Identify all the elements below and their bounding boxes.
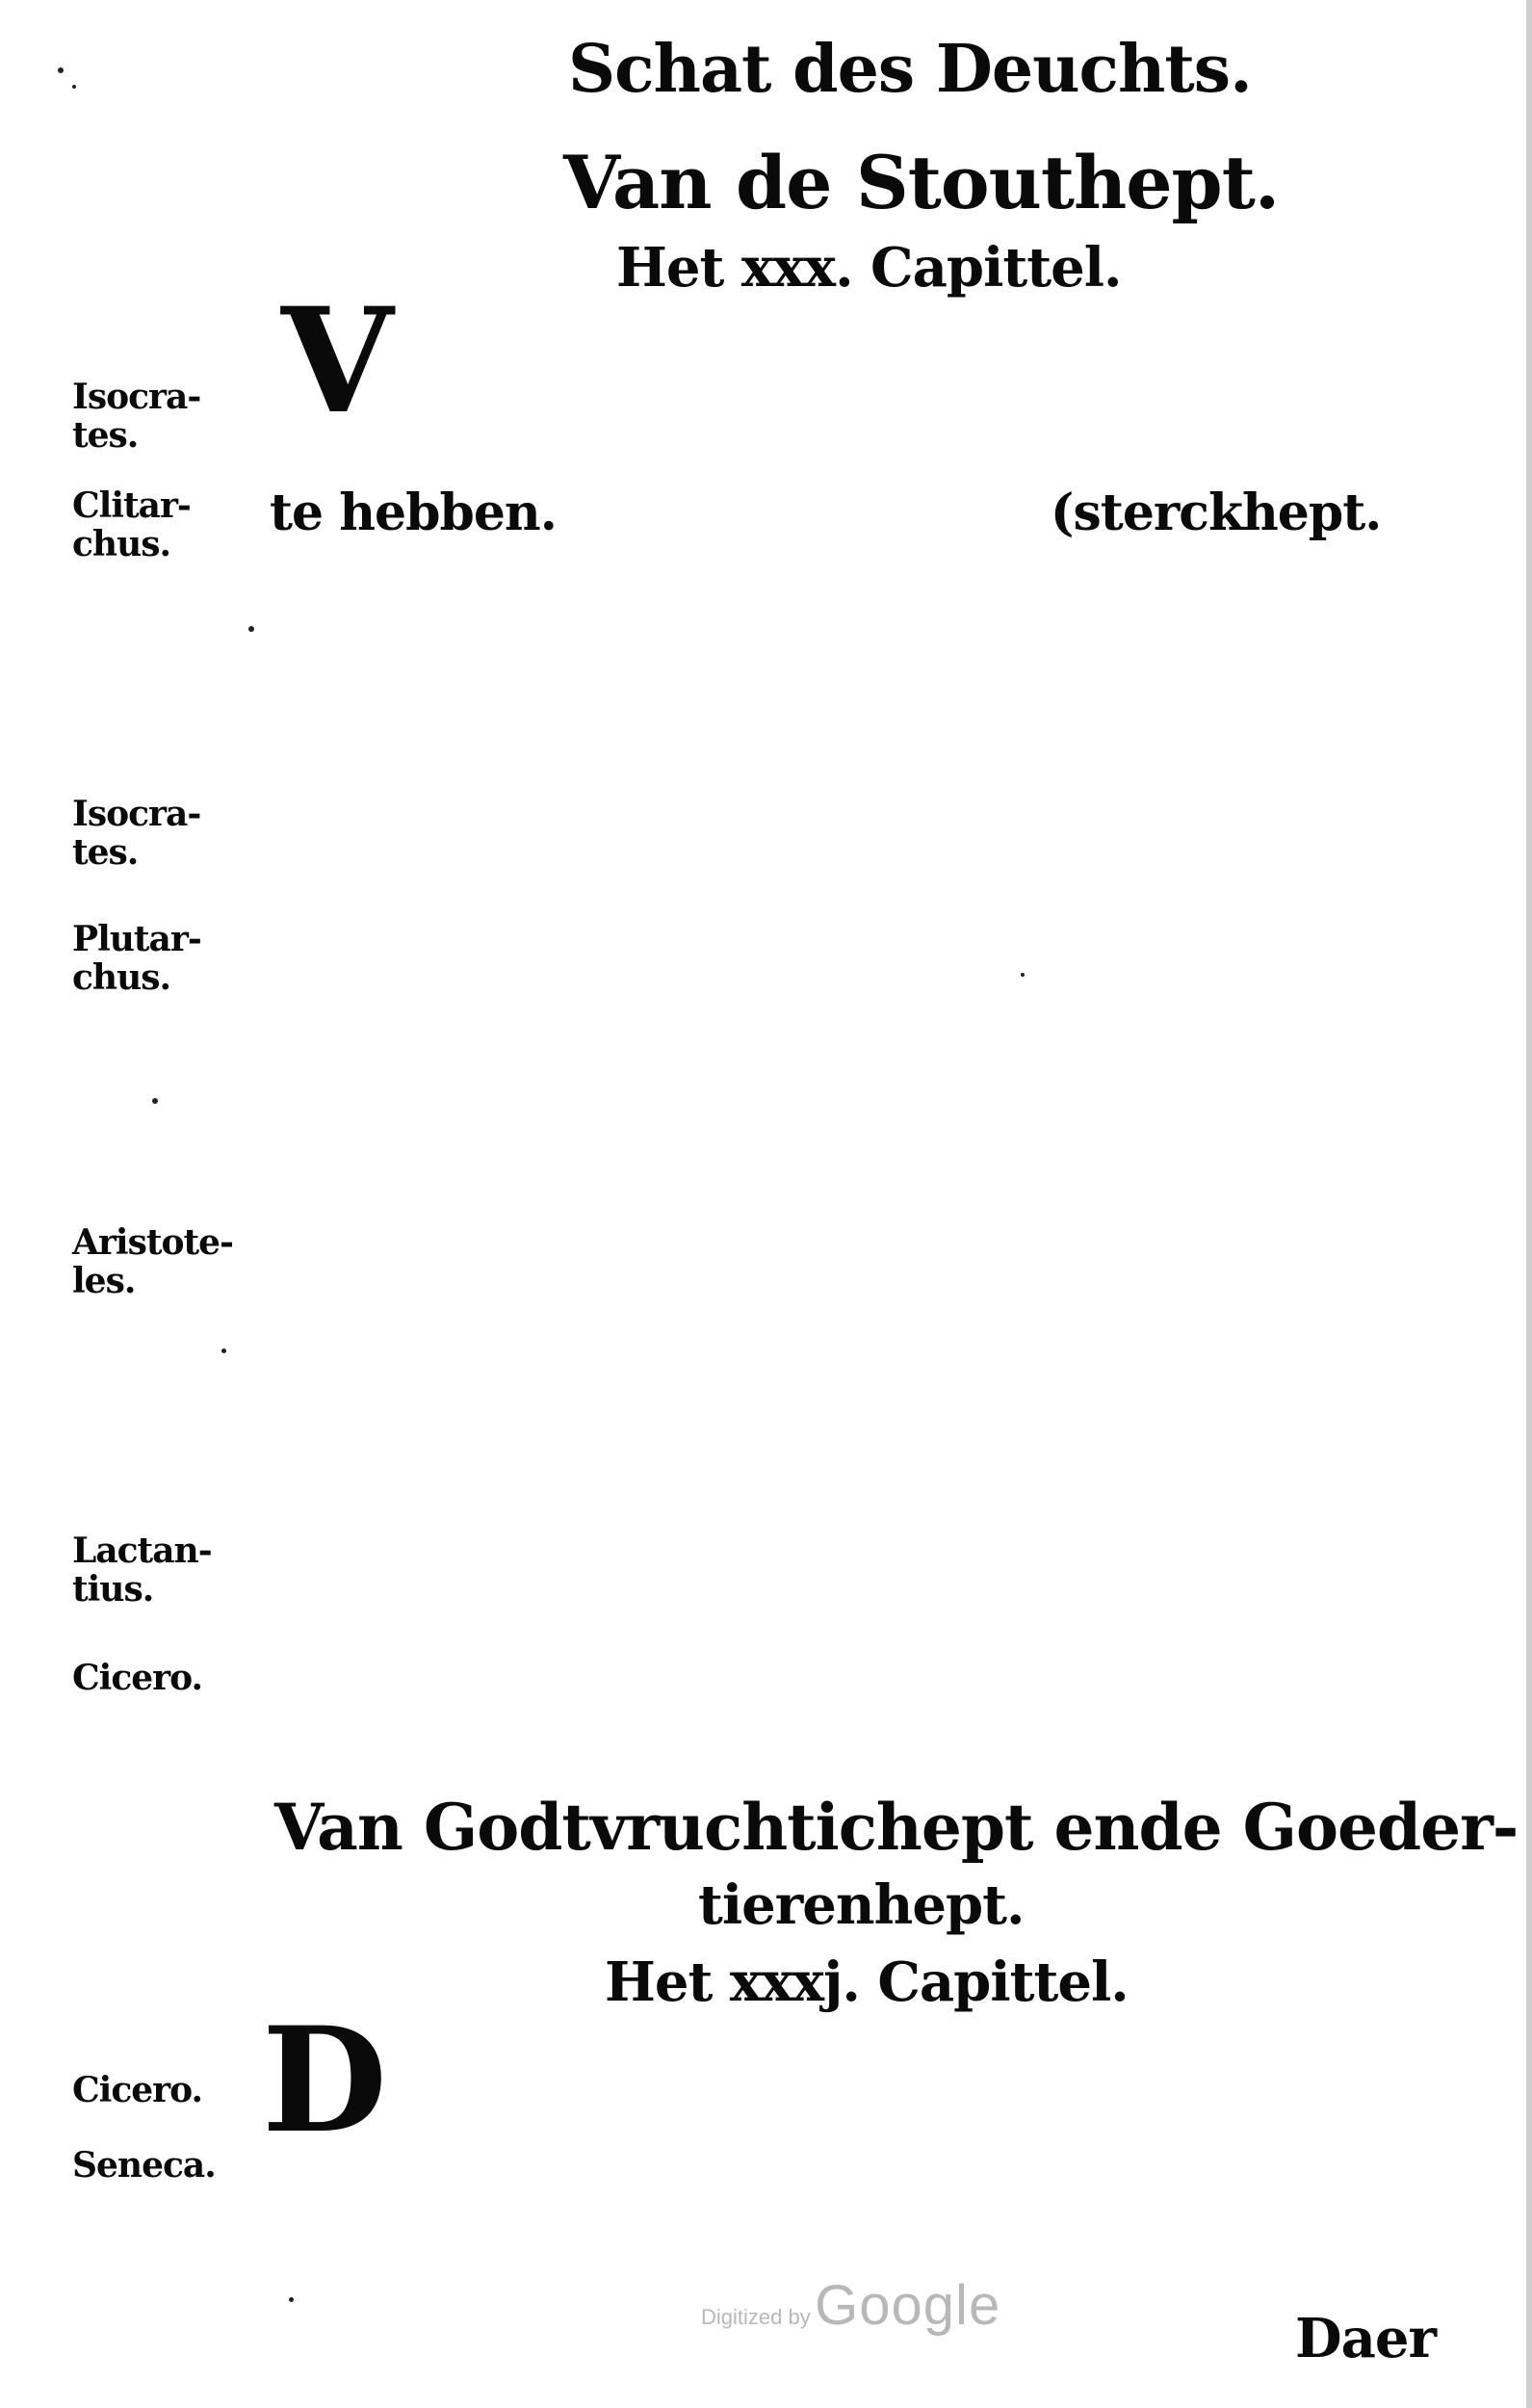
scan-speck [289, 2297, 294, 2302]
margin-note: Aristote- [72, 1222, 233, 1263]
margin-note: Clitar- [72, 485, 191, 526]
section-title: Van Godtvruchtichept ende Goeder- [274, 1790, 1519, 1865]
scan-speck [58, 67, 64, 73]
margin-note: tes. [72, 832, 139, 873]
margin-note: Isocra- [72, 377, 201, 417]
text-line [270, 424, 1449, 603]
scan-speck [152, 1098, 158, 1104]
page-edge-shadow [1526, 0, 1532, 2408]
chapter-heading: Het xxx. Capittel. [616, 236, 1122, 300]
watermark-brand: Google [815, 2274, 1001, 2337]
margin-note: Cicero. [72, 1658, 203, 1698]
scan-speck [1021, 973, 1025, 977]
margin-note: les. [72, 1261, 136, 1301]
section-title-continuation: tierenhept. [698, 1873, 1025, 1937]
margin-note: Isocra- [72, 794, 201, 834]
digitization-watermark [701, 2273, 1000, 2338]
margin-note: chus. [72, 524, 171, 564]
drop-cap: V [281, 276, 393, 446]
margin-note: chus. [72, 957, 171, 998]
section-title: Van de Stouthept. [563, 140, 1280, 225]
scan-speck [72, 85, 76, 89]
watermark-prefix: Digitized by [701, 2305, 811, 2329]
chapter-heading: Het xxxj. Capittel. [605, 1950, 1129, 2014]
catchword: Daer [1295, 2307, 1436, 2370]
drop-cap: D [262, 1996, 387, 2165]
margin-note: Cicero. [72, 2070, 203, 2110]
margin-note: tius. [72, 1569, 154, 1610]
margin-note: Seneca. [72, 2145, 216, 2186]
scan-speck [248, 626, 254, 632]
margin-note: Plutar- [72, 919, 201, 959]
line-text: te hebben. (sterckhept. [270, 484, 1382, 542]
margin-note: tes. [72, 415, 139, 456]
margin-note: Lactan- [72, 1531, 212, 1571]
running-head: Schat des Deuchts. [568, 31, 1252, 108]
scan-speck [221, 1348, 226, 1353]
